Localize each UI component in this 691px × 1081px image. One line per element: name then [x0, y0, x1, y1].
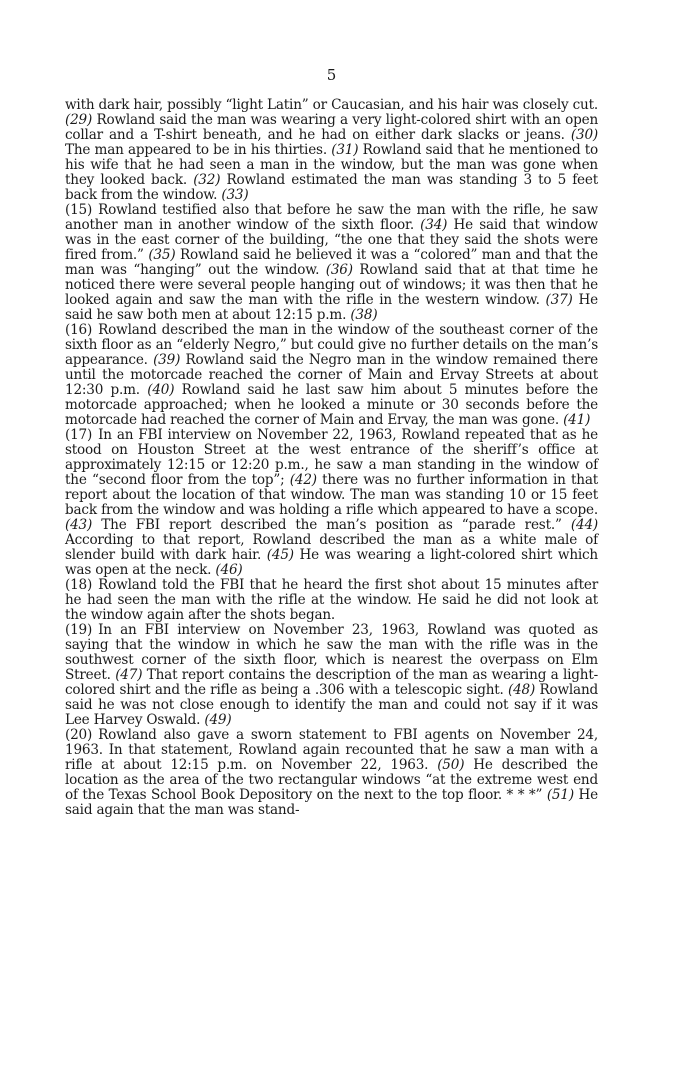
footnote-ref: (36) [325, 262, 353, 278]
paragraph-text: In an FBI interview on November 22, 1963, Rowland repeated that as he stood on Houston Street at the west entrance of the sheriff’s office at approximately 12:15 or 12:20 p.m., he saw a man standing in the window of the “second floor from the top”; (42) there was no further information in that report about the location of that window. The man was standing 10 or 15 feet back from the window and was holding a rifle which appeared to have a scope. (43) The FBI report described the man’s position as “parade rest.” (44) According to that report, Rowland described the man as a white male of slender build with dark hair. (45) He was wearing a light-colored shirt which was open at the neck. (46) [65, 427, 598, 578]
paragraph-18 [65, 578, 598, 623]
paragraph-number: (17) [65, 427, 93, 443]
paragraph-number: (18) [65, 577, 93, 593]
paragraph-text: with dark hair, possibly “light Latin” or Caucasian, and his hair was closely cut. (29) Rowland said the man was wearing a very light-colored shirt with an open collar and a T-shirt beneath, and he had on either dark slacks or jeans. (30) The man appeared to be in his thirties. (31) Rowland said that he mentioned to his wife that he had seen a man in the window, but the man was gone when they looked back. (32) Rowland estimated the man was standing 3 to 5 feet back from the window. (33) [65, 97, 599, 203]
paragraph-text: Rowland told the FBI that he heard the first shot about 15 minutes after he had seen the man with the rifle at the window. He said he did not look at the window again after the shots began. [65, 577, 598, 623]
paragraph-number: (20) [65, 727, 93, 743]
footnote-ref: (48) [508, 682, 536, 698]
footnote-ref: (40) [147, 382, 175, 398]
paragraph-15 [65, 203, 598, 323]
footnote-ref: (31) [331, 142, 359, 158]
footnote-ref: (44) [570, 517, 598, 533]
paragraph-16 [65, 323, 598, 428]
footnote-ref: (43) [65, 517, 93, 533]
paragraph-continuation [65, 98, 598, 203]
footnote-ref: (33) [221, 187, 249, 203]
footnote-ref: (42) [289, 472, 317, 488]
paragraph-text: In an FBI interview on November 23, 1963, Rowland was quoted as saying that the window in which he saw the man with the rifle was in the southwest corner of the sixth floor, which is nearest the overpass on Elm Street. (47) That report contains the description of the man as wearing a light-colored shirt and the rifle as being a .306 with a telescopic sight. (48) Rowland said he was not close enough to identify the man and could not say if it was Lee Harvey Oswald. (49) [65, 622, 599, 728]
footnote-ref: (49) [204, 712, 232, 728]
page-number: 5 [326, 66, 337, 84]
footnote-ref: (39) [153, 352, 181, 368]
paragraph-number: (15) [65, 202, 93, 218]
footnote-ref: (29) [65, 112, 93, 128]
footnote-ref: (51) [546, 787, 574, 803]
footnote-ref: (32) [193, 172, 221, 188]
paragraph-19 [65, 623, 598, 728]
paragraph-text: Rowland also gave a sworn statement to FBI agents on November 24, 1963. In that statement, Rowland again recounted that he saw a man with a rifle at about 12:15 p.m. on November 22, 1963. (50) He described the location as the area of the two rectangular windows “at the extreme west end of the Texas School Book Depository on the next to the top floor. * * *” (51) He said again that the man was stand- [65, 727, 598, 818]
paragraph-text: Rowland described the man in the window of the southeast corner of the sixth floor as an “elderly Negro,” but could give no further details on the man’s appearance. (39) Rowland said the Negro man in the window remained there until the motorcade reached the corner of Main and Ervay Streets at about 12:30 p.m. (40) Rowland said he last saw him about 5 minutes before the motorcade approached; when he looked a minute or 30 seconds before the motorcade had reached the corner of Main and Ervay, the man was gone. (41) [65, 322, 598, 428]
footnote-ref: (46) [215, 562, 243, 578]
footnote-ref: (41) [563, 412, 591, 428]
paragraph-text: Rowland testified also that before he saw the man with the rifle, he saw another man in another window of the sixth floor. (34) He said that window was in the east corner of the building, “the one that they said the shots were fired from.” (35) Rowland said he believed it was a “colored” man and that the man was “hanging” out the window. (36) Rowland said that at that time he noticed there were several people hanging out of windows; it was then that he looked again and saw the man with the rifle in the western window. (37) He said he saw both men at about 12:15 p.m. (38) [65, 202, 599, 323]
paragraph-number: (19) [65, 622, 93, 638]
paragraph-20 [65, 728, 598, 818]
footnote-ref: (50) [437, 757, 465, 773]
paragraph-number: (16) [65, 322, 93, 338]
footnote-ref: (34) [420, 217, 448, 233]
footnote-ref: (47) [115, 667, 143, 683]
paragraph-17 [65, 428, 598, 578]
footnote-ref: (37) [545, 292, 573, 308]
footnote-ref: (45) [266, 547, 294, 563]
footnote-ref: (30) [570, 127, 598, 143]
document-page [65, 68, 598, 818]
footnote-ref: (38) [350, 307, 378, 323]
footnote-ref: (35) [148, 247, 176, 263]
